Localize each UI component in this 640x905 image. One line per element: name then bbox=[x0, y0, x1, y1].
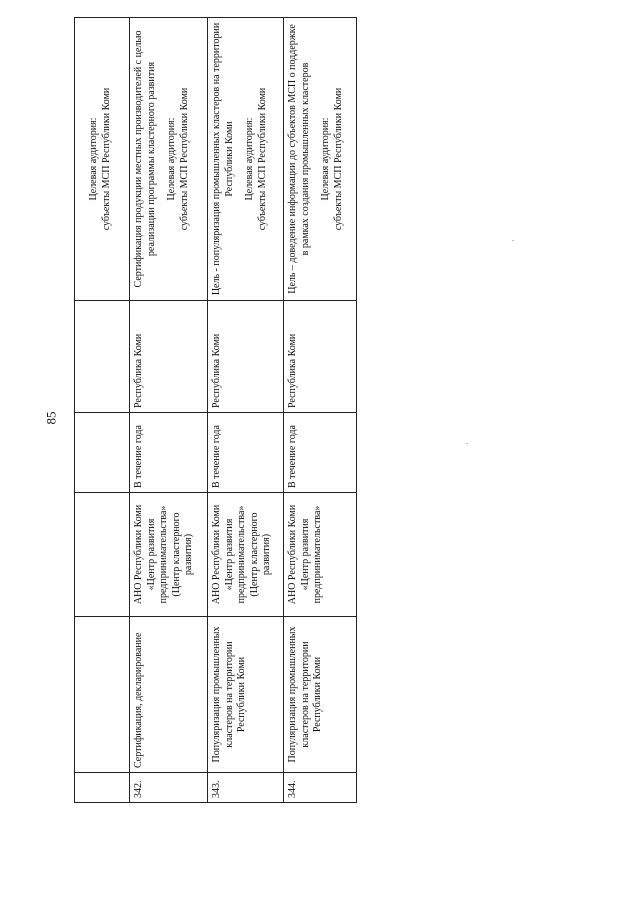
region: Республика Коми bbox=[130, 301, 208, 413]
audience-label: Целевая аудитория: bbox=[244, 117, 255, 201]
audience-value: субъекты МСП Республики Коми bbox=[332, 87, 344, 231]
table-row-continuation bbox=[75, 18, 130, 803]
audience-value: субъекты МСП Республики Коми bbox=[256, 87, 268, 231]
goal-text: Цель - популяризация промышленных кластеров на территории Республики Коми bbox=[211, 22, 235, 296]
term: В течение года bbox=[130, 413, 208, 493]
event-name: Популяризация промышленных кластеров на территории Республики Коми bbox=[208, 617, 284, 773]
table-row bbox=[284, 18, 357, 803]
table-row bbox=[130, 18, 208, 803]
row-number: 342. bbox=[130, 773, 208, 803]
region: Республика Коми bbox=[208, 301, 284, 413]
goal-cell bbox=[130, 18, 208, 301]
audience-label: Целевая аудитория: bbox=[88, 117, 99, 201]
row-number: 344. bbox=[284, 773, 357, 803]
goal-cell bbox=[208, 18, 284, 301]
event-name: Сертификация, декларирование bbox=[130, 617, 208, 773]
scan-artifact bbox=[466, 443, 468, 444]
executor: АНО Республики Коми «Центр развития предпринимательства» (Центр кластерного развития) bbox=[130, 493, 208, 617]
row-number: 343. bbox=[208, 773, 284, 803]
events-table bbox=[74, 17, 357, 803]
goal-cell bbox=[284, 18, 357, 301]
goal-text: Цель – доведение информации до субъектов МСП о поддержке в рамках создания промышленных кластеров bbox=[287, 24, 311, 294]
event-name: Популяризация промышленных кластеров на территории Республики Коми bbox=[284, 617, 357, 773]
page-number: 85 bbox=[43, 411, 59, 425]
term: В течение года bbox=[284, 413, 357, 493]
audience-value: субъекты МСП Республики Коми bbox=[100, 87, 112, 231]
table-row bbox=[208, 18, 284, 803]
goal-cell bbox=[75, 18, 130, 301]
scan-artifact bbox=[512, 240, 514, 241]
executor: АНО Республики Коми «Центр развития предпринимательства» (Центр кластерного развития) bbox=[208, 493, 284, 617]
audience-label: Целевая аудитория: bbox=[320, 117, 331, 201]
term: В течение года bbox=[208, 413, 284, 493]
region: Республика Коми bbox=[284, 301, 357, 413]
audience-label: Целевая аудитория: bbox=[166, 117, 177, 201]
rotated-table-container bbox=[74, 18, 356, 803]
goal-text: Сертификация продукции местных производителей с целью реализации программы кластерного развития bbox=[133, 30, 157, 288]
executor: АНО Республики Коми «Центр развития предпринимательства» bbox=[284, 493, 357, 617]
audience-value: субъекты МСП Республики Коми bbox=[178, 87, 190, 231]
